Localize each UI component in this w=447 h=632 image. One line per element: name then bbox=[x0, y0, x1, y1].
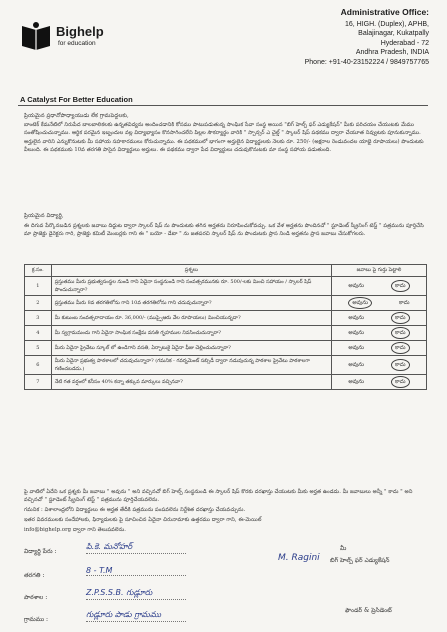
header-divider bbox=[18, 105, 428, 106]
answer-yes[interactable]: అవును bbox=[348, 283, 365, 289]
book-logo-icon bbox=[20, 20, 52, 50]
col-answer-header: జవాబు పై గుర్తు పెట్టాలి bbox=[331, 265, 426, 277]
village-value[interactable]: గుడ్లూరు పాడు గ్రామము bbox=[86, 610, 186, 622]
signature-org: బిగ్ హెల్ప్ ఫర్ ఎడ్యుకేషన్ bbox=[330, 557, 390, 564]
contact-note: ఇతర వివరములకు సందేహాలకు, ఫిర్యాదులకు పై సూచించిన ఏదైనా చిరునామాకు ఉత్తరము ద్వారా గాని, ఈ-మెయిల్ bbox=[24, 517, 262, 523]
eligibility-table bbox=[24, 264, 427, 390]
office-line: Balajinagar, Kukatpally bbox=[358, 30, 429, 37]
intro-paragraph: బాంటెక్ కేమనేటిలో నిరుపేద బాలబాలికలకు ఉన్నతవిద్యను అందించడానికి కోసము పాటుపడుతున్న సాంఘిక సేవా సంస్థ అయిన "బిగ్ హెల్ప్ ఫర్ ఎడ్యుకేషన్" మీకు పరిచయం చేయుటకు మేము సంతోషించుచున్నాము. ఆర్థిక పరమైన ఇబ్బందుల వల్ల విద్యాభ్యాసం కొనసాగించలేని పిల్లల సౌకర్యార్థం వారికి " స్పాన్సర్ ఎ చైల్డ్ " స్కాలర్ షిప్ పథకము ద్వారా చేయూత నివ్వుటకు పూనుకున్నాము. అర్హులైన వారిని ఎన్నుకొనుటకు మీ సహాయ సహకారములు కోరుచున్నాము. ఈ పథకములో భాగంగా అర్హులైన విద్యార్థులకు నెలకు రూ. 250/- (అక్షరాల రెండువందల యాభై రూపాయలు) పొందుటకు వీలుంది. ఈ పథకముకు 10వ తరగతి పాసైన విద్యార్థులు అర్హులు. ఈ పథకము ద్వారా పేద విద్యార్థులు చదువుకొనుటకు మా సంస్థ సహాయ పడుతుంది. bbox=[24, 122, 424, 154]
class-value[interactable]: 8 - T.M bbox=[86, 566, 186, 576]
school-value[interactable]: Z.P.S.S.B. గుడ్లూరు bbox=[86, 588, 186, 600]
row-question: మీ స్వగ్రామమందు గాని ఏదైనా సాంఘిక సంక్షేమ వసతి గృహముల నివసించుచున్నారా? bbox=[51, 326, 331, 341]
tagline: A Catalyst For Better Education bbox=[20, 95, 133, 104]
table-row bbox=[25, 341, 427, 356]
row-question: ప్రస్తుతము మీరు ప్రభుత్వసంస్థల నుండి గాని ఏదైనా సంస్థనుండి గాని సంవత్సరమునకు రూ. 500/-లకు మించి సహాయం / స్కాలర్ షిప్ పొందుచున్నారా? bbox=[51, 277, 331, 296]
table-header-row bbox=[25, 265, 427, 277]
handwritten-signature: M. Ragini bbox=[278, 553, 320, 563]
row-number: 6 bbox=[25, 356, 52, 375]
answer-yes[interactable]: అవును bbox=[348, 330, 365, 336]
brand-subtitle: for education bbox=[58, 40, 96, 47]
answer-yes[interactable]: అవును bbox=[348, 315, 365, 321]
answer-yes[interactable]: అవును bbox=[348, 362, 365, 368]
table-row bbox=[25, 375, 427, 390]
col-number-header: క్ర.సం. bbox=[25, 265, 52, 277]
answer-no-circled[interactable]: కాదు bbox=[391, 342, 410, 354]
answer-no-circled[interactable]: కాదు bbox=[391, 280, 410, 292]
brand-name: Bighelp bbox=[56, 24, 104, 39]
row-number: 5 bbox=[25, 341, 52, 356]
answer-no-circled[interactable]: కాదు bbox=[391, 327, 410, 339]
answer-no-circled[interactable]: కాదు bbox=[391, 312, 410, 324]
row-number: 1 bbox=[25, 277, 52, 296]
office-address bbox=[259, 8, 429, 67]
table-row bbox=[25, 277, 427, 296]
important-note: గమనిక : విశాలాంధ్రలోని విద్యార్థులు ఈ అర్హత తేదీకి పత్రమును పంపవలెను నిర్దేశిత దరఖాస్తు చేయవచ్చును. bbox=[24, 507, 246, 513]
class-label: తరగతి : bbox=[24, 572, 45, 579]
table-row bbox=[25, 356, 427, 375]
greeting: ప్రియమైన ప్రధానోపాధ్యాయుడు లేక గ్రామపెద్దలకు, bbox=[24, 113, 129, 119]
office-phone: Phone: +91-40-23152224 / 9849757765 bbox=[304, 58, 429, 66]
row-question: మీరు ఏదైనా ప్రైవేటు స్కూల్ లో ఉండిగాని వసతి, ఏర్పాటుకై ఏదైనా ఫీజు చెల్లించుచున్నారా? bbox=[51, 341, 331, 356]
office-line: Hyderabad - 72 bbox=[380, 39, 429, 47]
answer-yes[interactable]: అవును bbox=[348, 379, 365, 385]
row-number: 7 bbox=[25, 375, 52, 390]
answer-no[interactable]: కాదు bbox=[398, 300, 410, 306]
eligibility-note: పై వాటిలో ఏదేని ఒక ప్రశ్నకు మీ జవాబు " అవును " అని వచ్చినచో బిగ్ హెల్ప్ సంస్థనుండి ఈ స్కాలర్ షిప్ కొరకు దరఖాస్తు చేయుటకు మీకు అర్హత ఉండదు. మీ జవాబులు అన్నీ " కాదు " అని వచ్చినచో " స్టూడెంట్ స్క్రీనింగ్ టెస్ట్ " పత్రమును పూర్తిచేయవలెను. bbox=[24, 489, 413, 504]
row-question: నేటి గత వర్షంలో కనీసం 40% కన్నా తక్కువ మార్కులు వచ్చినవా? bbox=[51, 375, 331, 390]
student-name-label: విద్యార్థి పేరు : bbox=[24, 548, 57, 555]
founder-title: ఫౌండర్ & ప్రెసిడెంట్ bbox=[345, 607, 392, 614]
col-question-header: ప్రశ్నలు bbox=[51, 265, 331, 277]
answer-yes[interactable]: అవును bbox=[348, 345, 365, 351]
answer-no-circled[interactable]: కాదు bbox=[391, 376, 410, 388]
row-number: 4 bbox=[25, 326, 52, 341]
instructions-paragraph: ఈ దిగువ పేర్కొనబడిన ప్రశ్నలకు జవాబు దిద్దుట ద్వారా స్కాలర్ షిప్ ను పొందుటకు తగిన అర్హతను నిరూపించుకోవచ్చు. ఒక వేళ అర్హతను పొందినచో " స్టూడెంట్ స్క్రీనింగ్ టెస్ట్ " పత్రమును పూర్తిచేసి మా ప్రాజెక్టు డైరెక్టరు గారి, ప్రాజెక్టు కమిటీ మెంబర్లకు గాని ఈ " బయో - డేటా " ను జతపరచి స్కాలర్ షిప్ ను పొందుటకు ప్రాస నిండి అర్హతను ప్రాస జవాబు చేసుకోగలరు. bbox=[24, 223, 424, 238]
office-title: Administrative Office: bbox=[340, 7, 429, 17]
table-row bbox=[25, 311, 427, 326]
office-line: Andhra Pradesh, INDIA bbox=[355, 49, 429, 56]
answer-no-circled[interactable]: కాదు bbox=[391, 359, 410, 371]
row-question: ప్రస్తుతము మీరు 8వ తరగతిలోను గాని 10వ తరగతిలోను గాని చదువుచున్నారా? bbox=[51, 296, 331, 311]
row-number: 3 bbox=[25, 311, 52, 326]
row-question: మీ కుటుంబ సంవత్సరాదాయం రూ. 36,000/- (ముప్పైఆరు వేల రూపాయలు) మించియున్నదా? bbox=[51, 311, 331, 326]
student-greeting: ప్రియమైన విద్యార్థి, bbox=[24, 213, 64, 219]
contact-email[interactable]: info@bighelp.org ద్వారా గాని తెలుపవలెను. bbox=[24, 527, 126, 533]
row-number: 2 bbox=[25, 296, 52, 311]
answer-yes-circled[interactable]: అవును bbox=[348, 297, 372, 309]
sig-prefix: మీ bbox=[340, 545, 347, 552]
row-question: మీరు ఏదైనా ప్రభుత్వ పాఠశాలలో చదువుచున్నారా? (గమనిక - గవర్నమెంట్ సబ్సిడీ ద్వారా నడువుచున్న పాఠశాల ప్రైవేటు పాఠశాలగా గణించబడదు.) bbox=[51, 356, 331, 375]
student-name-value[interactable]: పి.కె. మనోహర్ bbox=[86, 542, 186, 554]
table-row bbox=[25, 296, 427, 311]
school-label: పాఠశాల : bbox=[24, 594, 48, 601]
office-line: 16, HIGH. (Duplex), APHB, bbox=[344, 20, 429, 28]
village-label: గ్రామము : bbox=[24, 616, 49, 623]
table-row bbox=[25, 326, 427, 341]
